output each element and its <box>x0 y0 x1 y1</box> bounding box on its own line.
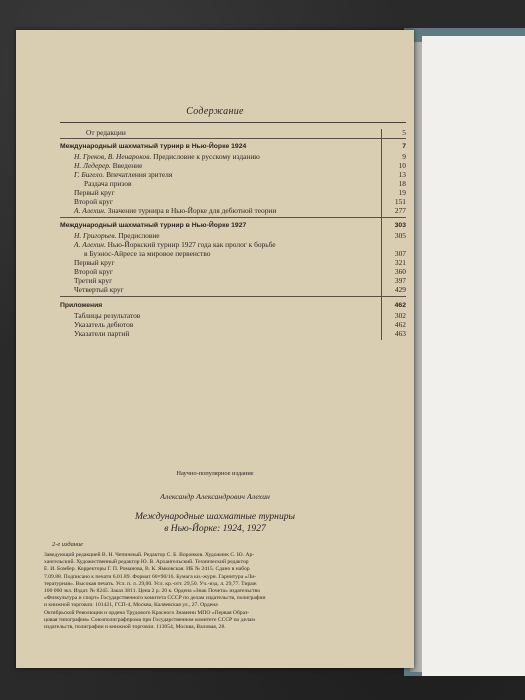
list-item <box>74 268 406 276</box>
entry-page: 305 <box>394 231 406 240</box>
credits-line: Заведующий редакцией В. Н. Чепижный. Редактор С. Б. Воронков. Художник С. Ю. Ар- <box>44 552 255 558</box>
credits-line: цовая типография» Союзполиграфпрома при Государственном комитете СССР по делам <box>44 616 255 623</box>
credits-line: 7.09.88. Подписано к печати 6.01.89. Формат 60×90/16. Бумага кн.-журн. Гарнитура «Ли- <box>44 573 257 580</box>
entry-title: Введение <box>112 161 143 170</box>
entry-page: 462 <box>394 320 406 329</box>
entry-title: Первый круг <box>74 188 115 197</box>
entry-page: 463 <box>394 329 406 338</box>
entry-page: 429 <box>394 285 406 294</box>
list-item <box>74 321 406 329</box>
edition-type: Научно-популярное издание <box>176 470 254 477</box>
entry-title: Указатель дебютов <box>74 320 134 329</box>
edition-number: 2-е издание <box>52 541 83 548</box>
entry-title: Второй круг <box>74 267 113 276</box>
entry-title: Раздача призов <box>84 179 132 188</box>
entry-page: 360 <box>394 267 406 276</box>
entry-title: Впечатления зрителя <box>106 170 173 179</box>
list-item <box>74 259 406 267</box>
heading-rule <box>60 122 406 123</box>
section-rule <box>60 296 406 297</box>
list-item <box>74 198 406 206</box>
entry-title: Таблицы результатов <box>74 311 141 320</box>
credits-line: Октябрьской Революции и ордена Трудового Красного Знамени МПО «Первая Образ- <box>44 609 250 616</box>
section-title: Международный шахматный турнир в Нью-Йорке 1924 <box>60 143 247 150</box>
entry-page: 13 <box>398 170 406 179</box>
entry-title: От редакции <box>86 128 126 137</box>
entry-author: Н. Ледерер. <box>74 161 111 170</box>
credits-line: издательств, полиграфии и книжной торговли. 113054, Москва, Валовая, 28. <box>44 624 226 631</box>
book-title-line2: в Нью-Йорке: 1924, 1927 <box>164 523 266 534</box>
entry-author: А. Алехин. <box>74 206 106 215</box>
entry-page: 307 <box>394 249 406 258</box>
facing-page <box>422 36 525 676</box>
list-item <box>74 189 406 197</box>
entry-title: Нью-Йоркский турнир 1927 года как пролог к борьбе <box>107 240 276 249</box>
entry-author: Н. Греков, В. Ненароков. <box>74 152 152 161</box>
entry-title: в Буэнос-Айресе за мировое первенство <box>84 249 211 258</box>
entry-page: 19 <box>398 188 406 197</box>
entry-page: 462 <box>394 302 406 309</box>
list-item <box>74 286 406 294</box>
list-item <box>60 222 406 230</box>
credits-line: тературная». Высокая печать. Усл. п. л. 29,00. Усл. кр.-отт. 29,50. Уч.-изд. л. 29,77. Тираж <box>44 580 257 587</box>
entry-page: 303 <box>394 222 406 229</box>
entry-title: Предисловие к русскому изданию <box>153 152 260 161</box>
credits-line: хангельский. Художественный редактор Ю. В. Архангельский. Технический редактор <box>44 559 249 566</box>
entry-title: Первый круг <box>74 258 115 267</box>
list-item <box>84 250 406 258</box>
list-item <box>74 312 406 320</box>
entry-page: 7 <box>402 143 406 150</box>
entry-page: 5 <box>402 128 406 137</box>
author-name: Александр Александрович Алехин <box>160 492 270 501</box>
entry-page: 151 <box>394 197 406 206</box>
book-title-line1: Международные шахматные турниры <box>134 511 296 522</box>
credits-line: «Физкультура и спорт» Государственного комитета СССР по делам издательств, полиграфии <box>44 595 266 602</box>
list-item <box>74 277 406 285</box>
credits-line: 100 000 экз. Издат. № 8245. Заказ 3811. Цена 2 р. 20 к. Ордена «Знак Почета» издательство <box>44 588 261 595</box>
page-column-rule <box>381 129 382 340</box>
contents-heading: Содержание <box>186 106 244 117</box>
entry-page: 321 <box>394 258 406 267</box>
entry-page: 9 <box>402 152 406 161</box>
list-item <box>84 180 406 188</box>
entry-title: Третий круг <box>74 276 113 285</box>
imprint-credits <box>44 552 406 631</box>
entry-page: 10 <box>398 161 406 170</box>
list-item <box>74 241 406 249</box>
list-item <box>74 207 406 215</box>
list-item <box>60 143 406 151</box>
list-item <box>86 129 406 137</box>
entry-title: Значение турнира в Нью-Йорке для дебютной теории <box>107 206 277 215</box>
credits-line: и книжной торговли. 101421, ГСП-4, Москва, Каляевская ул., 27. Ордена <box>44 602 218 609</box>
entry-page: 397 <box>394 276 406 285</box>
entry-page: 18 <box>398 179 406 188</box>
list-item <box>60 302 406 310</box>
section-rule <box>60 138 406 139</box>
list-item <box>74 153 406 161</box>
credits-line: Е. И. Бомбер. Корректоры Г. П. Романова, В. К. Ямковская. ИБ № 2415. Сдано в набор <box>44 566 250 573</box>
entry-title: Четвертый круг <box>74 285 124 294</box>
entry-page: 302 <box>394 311 406 320</box>
section-title: Международный шахматный турнир в Нью-Йорке 1927 <box>60 222 247 229</box>
entry-author: А. Алехин. <box>74 240 106 249</box>
list-item <box>74 232 406 240</box>
section-title: Приложения <box>60 302 103 309</box>
entry-title: Предисловие <box>118 231 160 240</box>
list-item <box>74 162 406 170</box>
entry-author: Г. Бигело. <box>74 170 105 179</box>
entry-title: Второй круг <box>74 197 113 206</box>
entry-title: Указатели партий <box>74 329 130 338</box>
list-item <box>74 171 406 179</box>
list-item <box>74 330 406 338</box>
section-rule <box>60 217 406 218</box>
entry-author: Н. Григорьев. <box>74 231 117 240</box>
entry-page: 277 <box>394 206 406 215</box>
book-page <box>16 30 414 668</box>
